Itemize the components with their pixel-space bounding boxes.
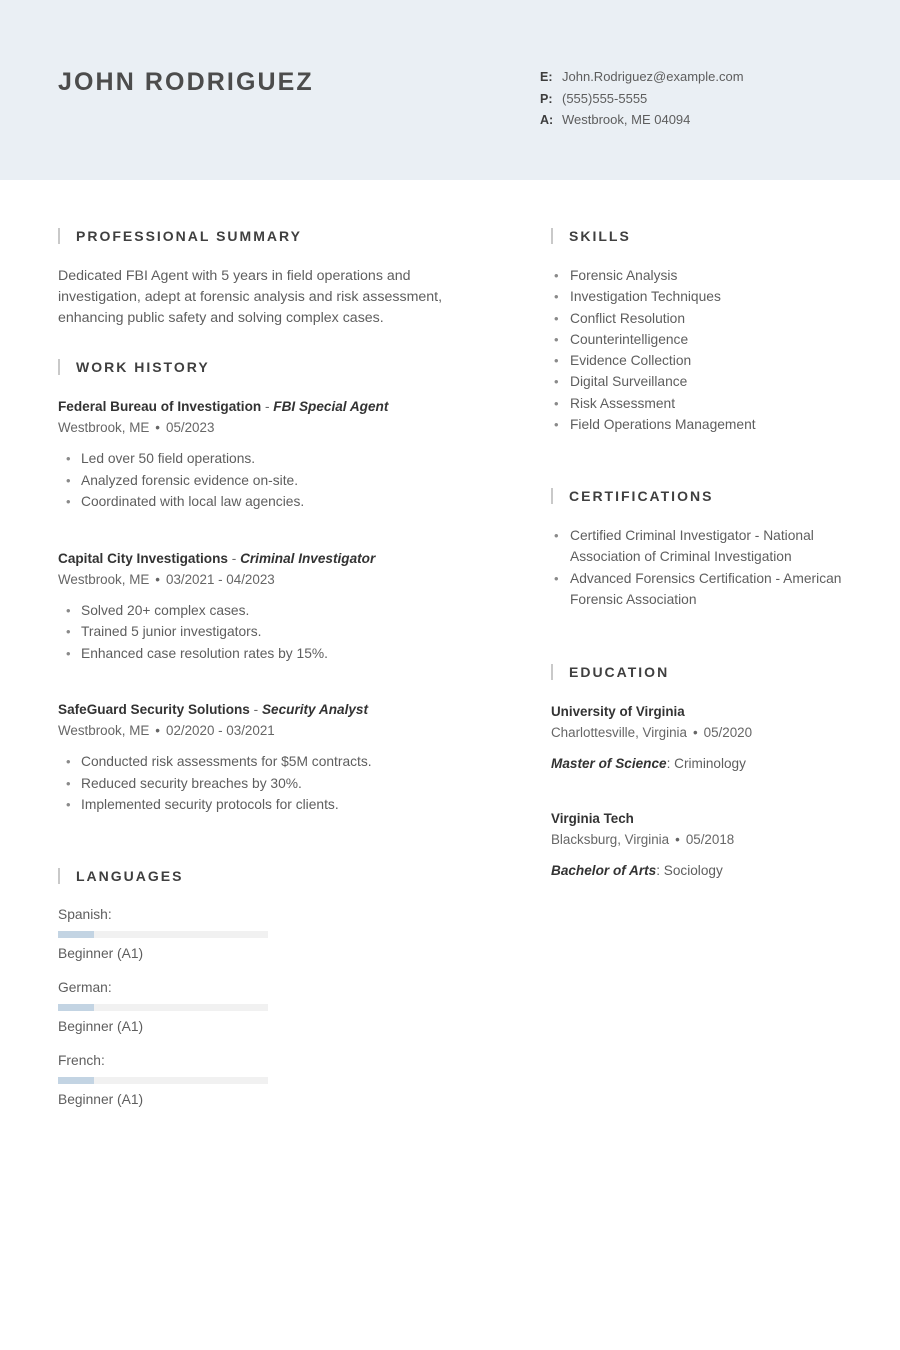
- phone-icon: P:: [540, 91, 553, 106]
- list-item: • Led over 50 field operations.: [58, 449, 508, 470]
- language-level: Beginner (A1): [58, 945, 144, 961]
- education-degree: Master of Science: [551, 755, 667, 771]
- meta-dot-icon: •: [155, 723, 160, 738]
- section-skills: [551, 228, 851, 436]
- language-proficiency-fill: [58, 931, 94, 938]
- job-meta: [58, 721, 508, 740]
- contact-row-email: [540, 69, 744, 85]
- section-heading: [58, 228, 508, 244]
- section-heading: [58, 359, 508, 375]
- section-certifications: [551, 488, 851, 610]
- language-proficiency-bar: [58, 1004, 268, 1011]
- section-education: [551, 664, 851, 880]
- education-school: Virginia Tech: [551, 810, 634, 826]
- job-organization: Capital City Investigations: [58, 550, 228, 566]
- education-meta: [551, 723, 851, 742]
- section-professional-summary: [58, 228, 508, 329]
- contact-info: [540, 69, 744, 134]
- work-history-entry: [58, 397, 508, 513]
- meta-dot-icon: •: [155, 420, 160, 435]
- education-degree-subject: : Criminology: [666, 755, 746, 771]
- contact-address-value: Westbrook, ME 04094: [562, 112, 691, 127]
- list-item: • Counterintelligence: [551, 330, 851, 351]
- list-item: • Conflict Resolution: [551, 309, 851, 330]
- resume-body: [0, 180, 900, 1107]
- job-role: Criminal Investigator: [240, 550, 376, 566]
- spacer: [551, 466, 851, 488]
- list-item: • Conducted risk assessments for $5M contracts.: [58, 752, 508, 773]
- spacer: [58, 535, 508, 549]
- job-bullet-list: [58, 449, 508, 513]
- language-proficiency-fill: [58, 1077, 94, 1084]
- list-item: • Forensic Analysis: [551, 266, 851, 287]
- certifications-list: [551, 526, 851, 610]
- section-heading: [58, 868, 508, 884]
- work-history-entry: [58, 700, 508, 816]
- spacer: [551, 642, 851, 664]
- list-item: • Implemented security protocols for clients.: [58, 795, 508, 816]
- list-item: • Certified Criminal Investigator - National Association of Criminal Investigation: [551, 526, 851, 568]
- job-separator: -: [249, 702, 262, 717]
- job-location: Westbrook, ME: [58, 723, 150, 738]
- list-item: • Evidence Collection: [551, 351, 851, 372]
- education-school: University of Virginia: [551, 703, 685, 719]
- work-history-entry: [58, 549, 508, 665]
- job-dates: 03/2021 - 04/2023: [166, 571, 275, 587]
- language-grid: [58, 906, 498, 1125]
- education-degree: Bachelor of Arts: [551, 862, 657, 878]
- skills-list: [551, 266, 851, 436]
- spacer: [551, 612, 851, 642]
- list-item: • Analyzed forensic evidence on-site.: [58, 471, 508, 492]
- education-degree-line: [551, 861, 851, 880]
- job-dates: 05/2023: [166, 420, 215, 435]
- heading-tick-icon: [58, 359, 60, 375]
- section-title-languages: LANGUAGES: [76, 867, 184, 884]
- spacer: [58, 686, 508, 700]
- job-organization: Federal Bureau of Investigation: [58, 399, 262, 414]
- contact-email-value[interactable]: John.Rodriguez@example.com: [562, 69, 744, 84]
- language-level: Beginner (A1): [58, 1018, 144, 1034]
- meta-dot-icon: •: [675, 831, 680, 847]
- job-organization: SafeGuard Security Solutions: [58, 702, 250, 717]
- contact-row-phone: [540, 91, 744, 107]
- education-degree-subject: : Sociology: [656, 862, 723, 878]
- contact-phone-value[interactable]: (555)555-5555: [562, 90, 648, 106]
- job-meta: [58, 418, 508, 437]
- education-entry: [551, 809, 851, 880]
- heading-tick-icon: [551, 664, 553, 680]
- section-heading: [551, 488, 851, 504]
- left-column: [58, 228, 508, 1125]
- spacer: [58, 838, 508, 868]
- address-icon: A:: [540, 113, 554, 127]
- section-title-certifications: CERTIFICATIONS: [569, 488, 714, 505]
- job-role: FBI Special Agent: [273, 399, 389, 414]
- job-bullet-list: [58, 752, 508, 816]
- spacer: [58, 329, 508, 359]
- section-title-skills: SKILLS: [569, 228, 631, 244]
- list-item: • Solved 20+ complex cases.: [58, 601, 508, 622]
- section-heading: [551, 664, 851, 680]
- education-degree-line: [551, 754, 851, 773]
- language-proficiency-fill: [58, 1004, 94, 1011]
- education-entry: [551, 702, 851, 773]
- section-title-professional-summary: PROFESSIONAL SUMMARY: [76, 228, 302, 244]
- section-work-history: [58, 359, 508, 816]
- heading-tick-icon: [551, 488, 553, 504]
- section-title-education: EDUCATION: [569, 663, 670, 680]
- spacer: [551, 795, 851, 809]
- email-icon: E:: [540, 70, 553, 84]
- heading-tick-icon: [58, 228, 60, 244]
- job-bullet-list: [58, 601, 508, 665]
- list-item: • Advanced Forensics Certification - American Forensic Association: [551, 569, 851, 611]
- list-item: • Reduced security breaches by 30%.: [58, 774, 508, 795]
- education-location: Charlottesville, Virginia: [551, 724, 687, 740]
- list-item: • Digital Surveillance: [551, 372, 851, 393]
- language-name: German:: [58, 979, 112, 995]
- list-item: • Enhanced case resolution rates by 15%.: [58, 644, 508, 665]
- job-title-line: [58, 549, 508, 568]
- job-meta: [58, 570, 508, 589]
- summary-text: Dedicated FBI Agent with 5 years in field operations and investigation, adept at forensic analysis and risk assessment, enhancing public safety and solving complex cases.: [58, 268, 443, 326]
- job-location: Westbrook, ME: [58, 420, 150, 435]
- language-level: Beginner (A1): [58, 1091, 144, 1107]
- contact-row-address: [540, 112, 744, 128]
- list-item: • Trained 5 junior investigators.: [58, 622, 508, 643]
- language-proficiency-bar: [58, 1077, 268, 1084]
- education-meta: [551, 830, 851, 849]
- job-title-line: [58, 700, 508, 719]
- education-location: Blacksburg, Virginia: [551, 831, 670, 847]
- section-heading: [551, 228, 851, 244]
- list-item: • Field Operations Management: [551, 415, 851, 436]
- job-separator: -: [227, 550, 241, 566]
- heading-tick-icon: [58, 868, 60, 884]
- section-languages: [58, 868, 508, 1125]
- section-title-work-history: WORK HISTORY: [76, 359, 210, 375]
- list-item: • Investigation Techniques: [551, 287, 851, 308]
- page-title: JOHN RODRIGUEZ: [58, 68, 314, 96]
- language-name: French:: [58, 1052, 105, 1068]
- language-item-french: [58, 1052, 268, 1109]
- job-separator: -: [261, 399, 274, 414]
- job-role: Security Analyst: [261, 702, 368, 717]
- language-proficiency-bar: [58, 931, 268, 938]
- job-location: Westbrook, ME: [58, 571, 150, 587]
- job-dates: 02/2020 - 03/2021: [166, 723, 275, 738]
- list-item: • Coordinated with local law agencies.: [58, 492, 508, 513]
- heading-tick-icon: [551, 228, 553, 244]
- right-column: [551, 228, 851, 902]
- meta-dot-icon: •: [692, 724, 698, 740]
- list-item: • Risk Assessment: [551, 394, 851, 415]
- meta-dot-icon: •: [155, 571, 160, 587]
- spacer: [551, 436, 851, 466]
- language-name: Spanish:: [58, 906, 112, 922]
- language-item-german: [58, 979, 268, 1036]
- education-date: 05/2018: [685, 831, 735, 847]
- education-date: 05/2020: [703, 724, 753, 740]
- resume-header: [0, 0, 900, 180]
- job-title-line: [58, 397, 508, 416]
- language-item-spanish: [58, 906, 268, 963]
